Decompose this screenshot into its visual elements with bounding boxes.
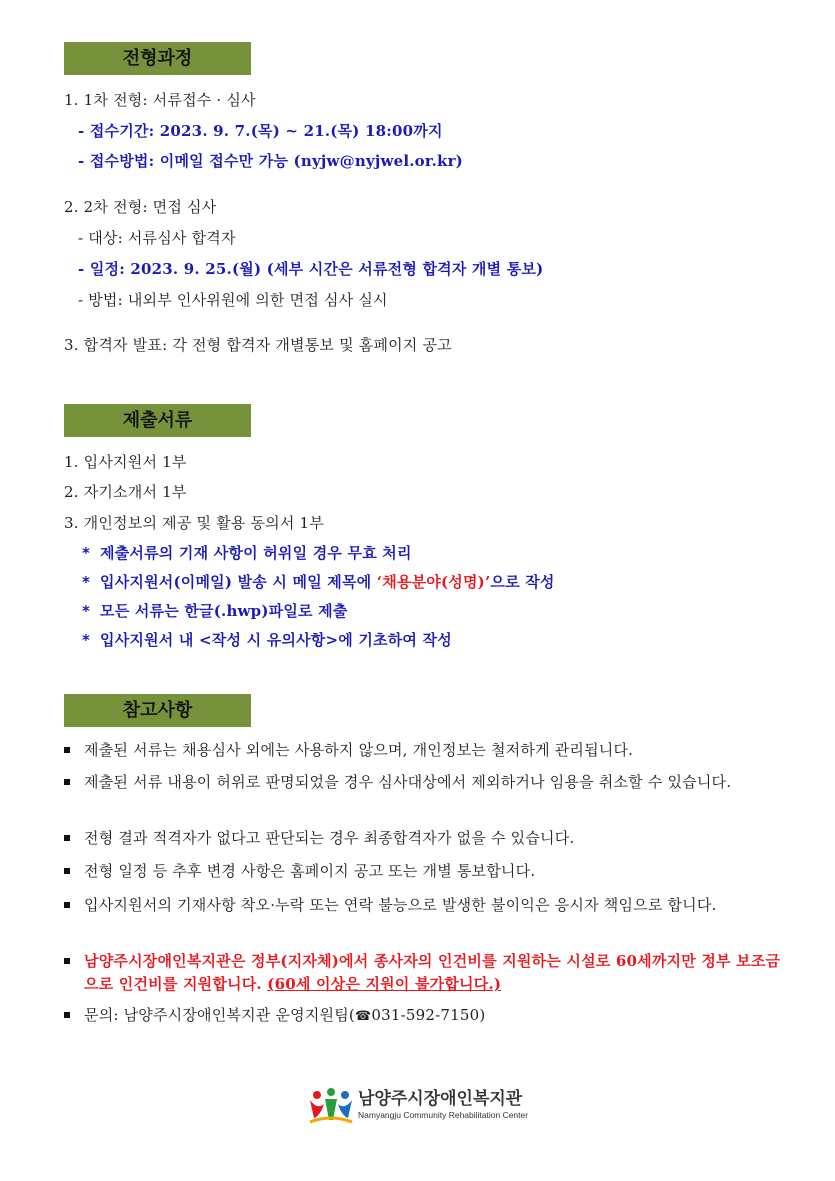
document-note-2 (82, 572, 555, 592)
document-note-1 (82, 543, 412, 563)
logo-english-name: Namyangju Community Rehabilitation Center (358, 1110, 529, 1120)
document-note-3-text: 모든 서류는 한글(.hwp)파일로 제출 (100, 602, 348, 620)
phone-icon: ☎ (354, 1009, 372, 1024)
square-bullet-icon (64, 1012, 70, 1018)
section-title-documents: 제출서류 (64, 404, 251, 437)
note-bullet-2: 제출된 서류 내용이 허위로 판명되었을 경우 심사대상에서 제외하거나 임용을 취소할 수 있습니다. (64, 771, 784, 819)
note-bullet-6-text: 남양주시장애인복지관은 정부(지자체)에서 종사자의 인건비를 지원하는 시설로 60세까지만 정부 보조금으로 인건비를 지원합니다. (84, 952, 781, 993)
square-bullet-icon (64, 779, 70, 785)
logo-korean-name: 남양주시장애인복지관 (358, 1089, 523, 1109)
square-bullet-icon (64, 902, 70, 908)
note-bullet-6 (64, 950, 784, 998)
document-note-2-text: 입사지원서(이메일) 발송 시 메일 제목에 (100, 573, 377, 591)
section-title-notes: 참고사항 (64, 694, 251, 727)
document-item-3: 3. 개인정보의 제공 및 활용 동의서 1부 (64, 514, 324, 532)
document-note-2-tail: 으로 작성 (490, 573, 555, 591)
note-bullet-3: 전형 결과 적격자가 없다고 판단되는 경우 최종합격자가 없을 수 있습니다. (64, 827, 784, 851)
process-item-1-method: - 접수방법: 이메일 접수만 가능 (nyjw@nyjwel.or.kr) (78, 152, 463, 170)
document-note-1-text: 제출서류의 기재 사항이 허위일 경우 무효 처리 (100, 544, 412, 562)
document-item-1: 1. 입사지원서 1부 (64, 453, 187, 471)
contact-label: 문의: 남양주시장애인복지관 운영지원팀( (84, 1006, 355, 1024)
document-note-4 (82, 630, 452, 650)
process-item-3: 3. 합격자 발표: 각 전형 합격자 개별통보 및 홈페이지 공고 (64, 336, 452, 354)
process-item-2-date: - 일정: 2023. 9. 25.(월) (세부 시간은 서류전형 합격자 개별 통보) (78, 260, 544, 278)
document-note-3 (82, 601, 348, 621)
contact-phone: 031-592-7150) (371, 1006, 486, 1024)
process-item-1: 1. 1차 전형: 서류접수 · 심사 (64, 91, 256, 109)
asterisk-icon: * (82, 631, 91, 649)
asterisk-icon: * (82, 544, 91, 562)
process-item-1-period: - 접수기간: 2023. 9. 7.(목) ~ 21.(목) 18:00까지 (78, 122, 443, 140)
footer-logo (308, 1082, 538, 1132)
note-bullet-1: 제출된 서류는 채용심사 외에는 사용하지 않으며, 개인정보는 철저하게 관리됩니다. (64, 739, 784, 763)
asterisk-icon: * (82, 602, 91, 620)
process-item-2-method: - 방법: 내외부 인사위원에 의한 면접 심사 실시 (78, 291, 388, 309)
note-bullet-5: 입사지원서의 기재사항 착오·누락 또는 연락 불능으로 발생한 불이익은 응시자 책임으로 합니다. (64, 894, 784, 942)
process-item-2-target: - 대상: 서류심사 합격자 (78, 229, 236, 247)
section-title-process: 전형과정 (64, 42, 251, 75)
square-bullet-icon (64, 868, 70, 874)
document-note-4-text: 입사지원서 내 <작성 시 유의사항>에 기초하여 작성 (100, 631, 452, 649)
document-item-2: 2. 자기소개서 1부 (64, 483, 187, 501)
note-bullet-7 (64, 1004, 784, 1028)
square-bullet-icon (64, 835, 70, 841)
process-item-2: 2. 2차 전형: 면접 심사 (64, 198, 217, 216)
square-bullet-icon (64, 747, 70, 753)
logo-people-icon (308, 1086, 354, 1126)
note-bullet-6-underlined: (60세 이상은 지원이 불가합니다.) (267, 975, 502, 993)
document-note-2-highlight: ‘채용분야(성명)’ (376, 573, 491, 591)
asterisk-icon: * (82, 573, 91, 591)
square-bullet-icon (64, 958, 70, 964)
note-bullet-4: 전형 일정 등 추후 변경 사항은 홈페이지 공고 또는 개별 통보합니다. (64, 860, 784, 884)
